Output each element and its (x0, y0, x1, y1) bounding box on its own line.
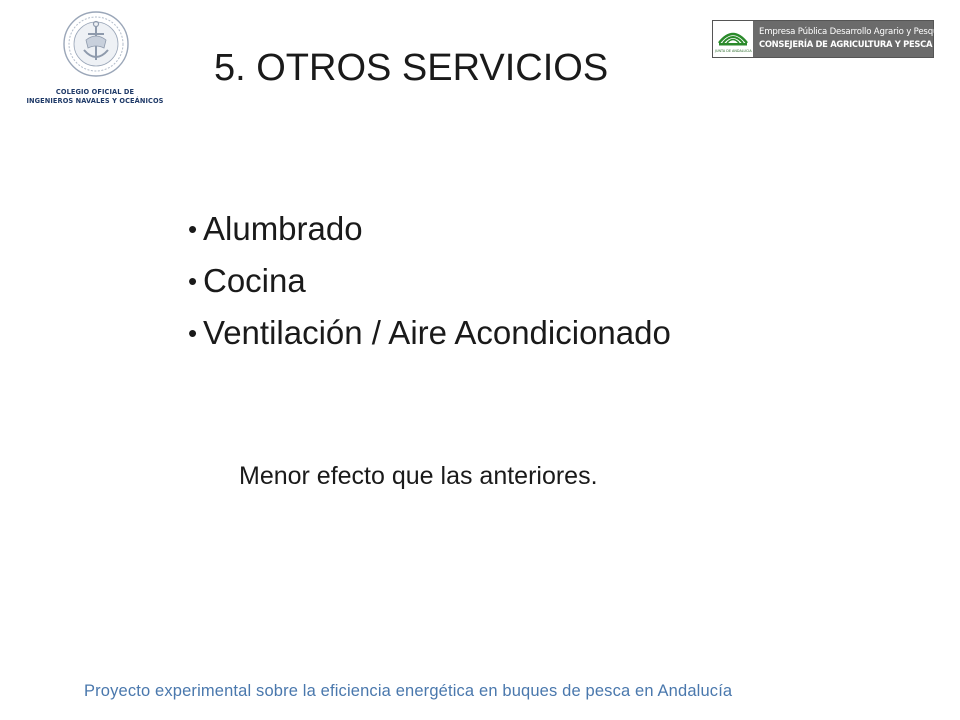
bullet-dot: • (188, 266, 198, 296)
naval-engineers-seal-icon (62, 10, 130, 78)
bullet-item-alumbrado (188, 203, 671, 255)
bullet-dot: • (188, 214, 198, 244)
college-logo-line1: COLEGIO OFICIAL DE (55, 88, 135, 96)
college-logo-text (20, 88, 170, 106)
college-logo (20, 10, 170, 110)
agency-logo (712, 20, 952, 58)
junta-de-andalucia-emblem (713, 21, 753, 57)
bullet-list (188, 203, 671, 359)
bullet-item-cocina (188, 255, 671, 307)
ministry-name: CONSEJERÍA DE AGRICULTURA Y PESCA (759, 39, 933, 49)
slide-note: Menor efecto que las anteriores. (239, 462, 598, 490)
bullet-text: Alumbrado (203, 210, 363, 247)
college-logo-line2: INGENIEROS NAVALES Y OCEÁNICOS (26, 97, 164, 105)
emblem-caption: JUNTA DE ANDALUCIA (715, 49, 752, 53)
bullet-text: Ventilación / Aire Acondicionado (203, 314, 671, 351)
footer-text: Proyecto experimental sobre la eficiencia energética en buques de pesca en Andalucía (84, 682, 733, 700)
agency-name: Empresa Pública Desarrollo Agrario y Pesquero (759, 27, 952, 37)
junta-de-andalucia-emblem-icon (713, 21, 753, 49)
bullet-item-ventilacion (188, 307, 671, 359)
bullet-dot: • (188, 318, 198, 348)
bullet-text: Cocina (203, 262, 306, 299)
slide-title: 5. OTROS SERVICIOS (214, 47, 609, 89)
